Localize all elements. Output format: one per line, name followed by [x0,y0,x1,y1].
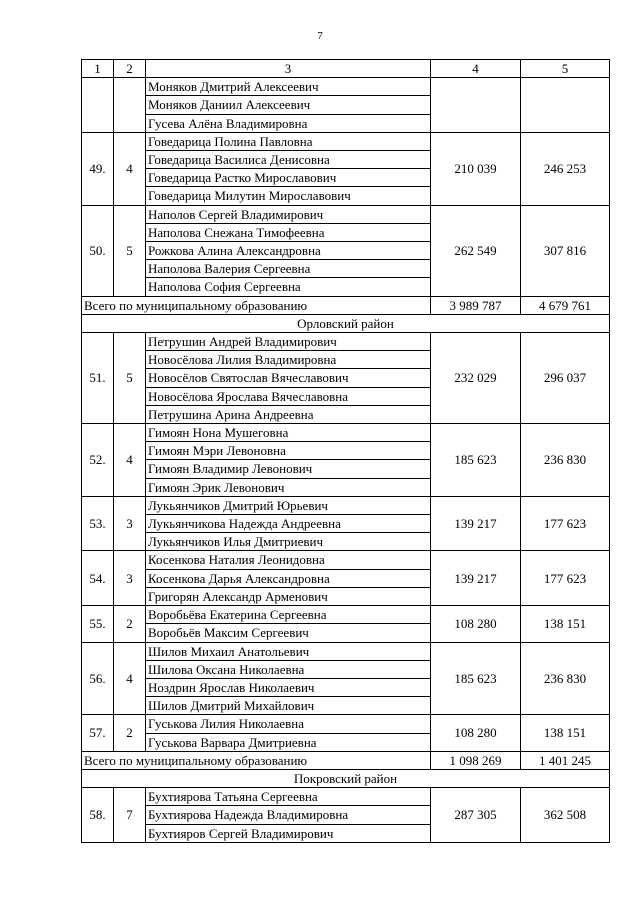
person-name: Гимоян Мэри Левоновна [146,442,431,460]
amount-col4: 108 280 [431,715,521,751]
person-name: Наполова Валерия Сергеевна [146,260,431,278]
table-row [82,496,610,514]
table-row [82,333,610,351]
row-number: 51. [82,333,114,424]
amount-col4: 185 623 [431,424,521,497]
amount-col4: 232 029 [431,333,521,424]
amount-col4: 287 305 [431,788,521,843]
district-title: Покровский район [82,769,610,787]
row-number: 50. [82,205,114,296]
column-header: 1 [82,60,114,78]
person-name: Гуськова Варвара Дмитриевна [146,733,431,751]
amount-col4: 139 217 [431,496,521,551]
beneficiaries-table [81,59,610,843]
amount-col4 [431,78,521,133]
person-name: Лукьянчиков Дмитрий Юрьевич [146,496,431,514]
person-name: Моняков Дмитрий Алексеевич [146,78,431,96]
row-number: 57. [82,715,114,751]
table-row [82,642,610,660]
amount-col5: 246 253 [521,132,610,205]
person-name: Гимоян Эрик Левонович [146,478,431,496]
person-name: Говедарица Полина Павловна [146,132,431,150]
person-name: Бухтиярова Татьяна Сергеевна [146,788,431,806]
person-name: Говедарица Растко Мирославович [146,169,431,187]
family-size: 5 [114,205,146,296]
person-name: Новосёлова Лилия Владимировна [146,351,431,369]
district-title: Орловский район [82,314,610,332]
row-number: 58. [82,788,114,843]
person-name: Рожкова Алина Александровна [146,242,431,260]
person-name: Воробьёва Екатерина Сергеевна [146,606,431,624]
district-row [82,769,610,787]
amount-col5: 177 623 [521,496,610,551]
person-name: Моняков Даниил Алексеевич [146,96,431,114]
family-size: 4 [114,642,146,715]
table-row [82,205,610,223]
family-size: 4 [114,424,146,497]
row-number: 52. [82,424,114,497]
column-header: 3 [146,60,431,78]
person-name: Григорян Александр Арменович [146,587,431,605]
total-col5: 4 679 761 [521,296,610,314]
person-name: Лукьянчиков Илья Дмитриевич [146,533,431,551]
person-name: Лукьянчикова Надежда Андреевна [146,515,431,533]
table-row [82,424,610,442]
person-name: Косенкова Дарья Александровна [146,569,431,587]
column-header: 2 [114,60,146,78]
total-label: Всего по муниципальному образованию [82,751,431,769]
row-number: 54. [82,551,114,606]
total-row [82,296,610,314]
amount-col5: 138 151 [521,715,610,751]
row-number: 55. [82,606,114,642]
person-name: Петрушина Арина Андреевна [146,405,431,423]
table-row [82,78,610,96]
person-name: Ноздрин Ярослав Николаевич [146,678,431,696]
amount-col4: 108 280 [431,606,521,642]
family-size [114,78,146,133]
table-row [82,788,610,806]
row-number: 49. [82,132,114,205]
person-name: Наполова Снежана Тимофеевна [146,223,431,241]
person-name: Гусева Алёна Владимировна [146,114,431,132]
person-name: Наполов Сергей Владимирович [146,205,431,223]
amount-col5: 236 830 [521,642,610,715]
total-row [82,751,610,769]
amount-col4: 262 549 [431,205,521,296]
total-col4: 1 098 269 [431,751,521,769]
page-number: 7 [317,30,323,42]
person-name: Гуськова Лилия Николаевна [146,715,431,733]
person-name: Новосёлов Святослав Вячеславович [146,369,431,387]
row-number: 56. [82,642,114,715]
person-name: Петрушин Андрей Владимирович [146,333,431,351]
table-row [82,551,610,569]
person-name: Косенкова Наталия Леонидовна [146,551,431,569]
amount-col5: 236 830 [521,424,610,497]
family-size: 4 [114,132,146,205]
total-col5: 1 401 245 [521,751,610,769]
table-row [82,132,610,150]
person-name: Новосёлова Ярослава Вячеславовна [146,387,431,405]
person-name: Гимоян Нона Мушеговна [146,424,431,442]
amount-col4: 185 623 [431,642,521,715]
row-number: 53. [82,496,114,551]
family-size: 5 [114,333,146,424]
amount-col5: 307 816 [521,205,610,296]
table-header-row [82,60,610,78]
person-name: Шилов Михаил Анатольевич [146,642,431,660]
table-row [82,715,610,733]
column-header: 5 [521,60,610,78]
person-name: Наполова София Сергеевна [146,278,431,296]
person-name: Говедарица Василиса Денисовна [146,151,431,169]
amount-col5: 177 623 [521,551,610,606]
district-row [82,314,610,332]
column-header: 4 [431,60,521,78]
amount-col5: 138 151 [521,606,610,642]
family-size: 3 [114,551,146,606]
person-name: Воробьёв Максим Сергеевич [146,624,431,642]
family-size: 2 [114,606,146,642]
amount-col5: 362 508 [521,788,610,843]
amount-col4: 139 217 [431,551,521,606]
total-col4: 3 989 787 [431,296,521,314]
total-label: Всего по муниципальному образованию [82,296,431,314]
amount-col5: 296 037 [521,333,610,424]
table-row [82,606,610,624]
person-name: Шилов Дмитрий Михайлович [146,697,431,715]
row-number [82,78,114,133]
family-size: 3 [114,496,146,551]
family-size: 2 [114,715,146,751]
person-name: Шилова Оксана Николаевна [146,660,431,678]
person-name: Бухтиярова Надежда Владимировна [146,806,431,824]
amount-col5 [521,78,610,133]
family-size: 7 [114,788,146,843]
person-name: Говедарица Милутин Мирославович [146,187,431,205]
amount-col4: 210 039 [431,132,521,205]
person-name: Гимоян Владимир Левонович [146,460,431,478]
person-name: Бухтияров Сергей Владимирович [146,824,431,842]
